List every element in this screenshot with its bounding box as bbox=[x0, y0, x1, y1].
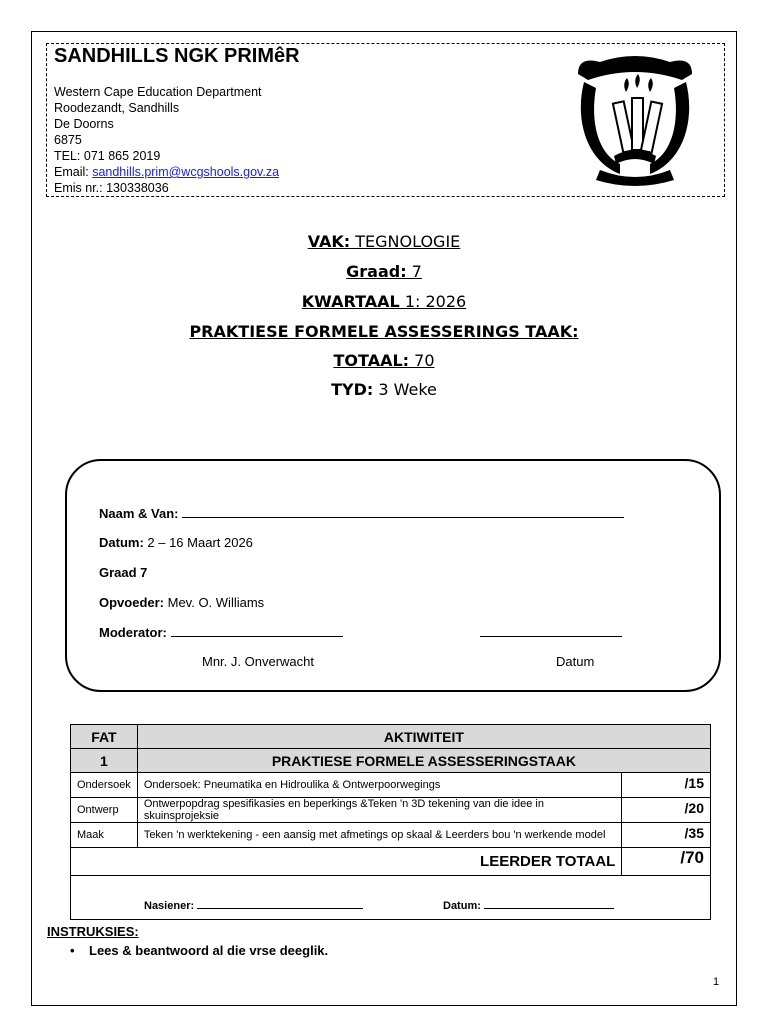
table-task-row bbox=[71, 749, 711, 773]
subject-line bbox=[0, 232, 768, 251]
marker-date-line[interactable] bbox=[484, 896, 614, 909]
email-link[interactable]: sandhills.prim@wcgshools.gov.za bbox=[92, 165, 280, 179]
school-crest-logo bbox=[570, 52, 700, 187]
moderator-date-caption: Datum bbox=[556, 654, 595, 669]
signature-row bbox=[71, 876, 711, 920]
score-cell[interactable]: /35 bbox=[622, 823, 711, 848]
email-label: Email: bbox=[54, 165, 93, 179]
task-title bbox=[0, 322, 768, 341]
phase-cell: Ondersoek bbox=[71, 773, 138, 798]
telephone: TEL: 071 865 2019 bbox=[54, 149, 161, 163]
moderator-signature-line[interactable] bbox=[171, 624, 343, 637]
header-activity: AKTIWITEIT bbox=[137, 725, 710, 749]
instructions-title: INSTRUKSIES: bbox=[47, 924, 139, 939]
phase-cell: Maak bbox=[71, 823, 138, 848]
page-number: 1 bbox=[713, 976, 720, 988]
description-cell: Teken 'n werktekening - een aansig met afmetings op skaal & Leerders bou 'n werkende model bbox=[137, 823, 622, 848]
grade-label: Graad: bbox=[346, 262, 407, 281]
grade-line bbox=[0, 262, 768, 281]
description-cell: Ontwerpopdrag spesifikasies en beperkings &Teken 'n 3D tekening van die idee in skuinsprojeksie bbox=[137, 798, 622, 823]
total-label: TOTAAL: bbox=[333, 351, 410, 370]
email-line bbox=[54, 164, 279, 180]
instruction-item bbox=[70, 943, 328, 958]
total-row bbox=[71, 848, 711, 876]
task-number: 1 bbox=[71, 749, 138, 773]
marker-field[interactable] bbox=[144, 896, 363, 912]
moderator-field[interactable] bbox=[99, 624, 343, 640]
postal-code: 6875 bbox=[54, 133, 82, 147]
department-line: Western Cape Education Department bbox=[54, 85, 262, 99]
task-name: PRAKTIESE FORMELE ASSESSERINGSTAAK bbox=[137, 749, 710, 773]
marker-line[interactable] bbox=[197, 896, 363, 909]
subject-label: VAK: bbox=[307, 232, 351, 251]
date-label: Datum: bbox=[99, 535, 144, 550]
total-value: 70 bbox=[409, 351, 435, 370]
name-line[interactable] bbox=[182, 505, 624, 518]
description-cell: Ondersoek: Pneumatika en Hidroulika & Ontwerpoorwegings bbox=[137, 773, 622, 798]
learner-total-label: LEERDER TOTAAL bbox=[71, 848, 622, 876]
table-row bbox=[71, 798, 711, 823]
task-title-text: PRAKTIESE FORMELE ASSESSERINGS TAAK: bbox=[189, 322, 579, 341]
grade-field bbox=[99, 565, 147, 580]
name-label: Naam & Van: bbox=[99, 506, 179, 521]
teacher-field bbox=[99, 595, 264, 610]
moderator-name: Mnr. J. Onverwacht bbox=[202, 654, 314, 669]
time-label: TYD: bbox=[331, 380, 374, 399]
table-row bbox=[71, 773, 711, 798]
moderator-label: Moderator: bbox=[99, 625, 167, 640]
marker-date-label: Datum: bbox=[443, 900, 481, 912]
subject-value: TEGNOLOGIE bbox=[350, 232, 461, 251]
grade-value: 7 bbox=[406, 262, 422, 281]
term-label: KWARTAAL bbox=[301, 292, 400, 311]
date-field bbox=[99, 535, 253, 550]
table-header-row bbox=[71, 725, 711, 749]
date-value: 2 – 16 Maart 2026 bbox=[143, 535, 253, 550]
teacher-value: Mev. O. Williams bbox=[164, 595, 265, 610]
score-cell[interactable]: /20 bbox=[622, 798, 711, 823]
assessment-table bbox=[70, 724, 711, 920]
instruction-text: Lees & beantwoord al die vrse deeglik. bbox=[89, 943, 329, 958]
emis-number: Emis nr.: 130338036 bbox=[54, 181, 169, 195]
term-value: 1: 2026 bbox=[399, 292, 467, 311]
learner-info-box bbox=[65, 459, 721, 692]
total-line bbox=[0, 351, 768, 370]
address-line-2: De Doorns bbox=[54, 117, 114, 131]
score-cell[interactable]: /15 bbox=[622, 773, 711, 798]
time-value: 3 Weke bbox=[373, 380, 437, 399]
time-line bbox=[0, 380, 768, 399]
term-line bbox=[0, 292, 768, 311]
moderator-date-line[interactable] bbox=[480, 624, 622, 637]
school-name: SANDHILLS NGK PRIMêR bbox=[54, 45, 300, 67]
address-line-1: Roodezandt, Sandhills bbox=[54, 101, 180, 115]
signature-cell bbox=[71, 876, 711, 920]
grade-info: Graad 7 bbox=[99, 565, 148, 580]
phase-cell: Ontwerp bbox=[71, 798, 138, 823]
name-field[interactable] bbox=[99, 505, 624, 521]
marker-label: Nasiener: bbox=[144, 900, 195, 912]
learner-total-value[interactable]: /70 bbox=[622, 848, 711, 876]
marker-date-field[interactable] bbox=[443, 896, 614, 912]
header-fat: FAT bbox=[71, 725, 138, 749]
table-row bbox=[71, 823, 711, 848]
bullet-icon: • bbox=[70, 943, 75, 958]
teacher-label: Opvoeder: bbox=[99, 595, 165, 610]
